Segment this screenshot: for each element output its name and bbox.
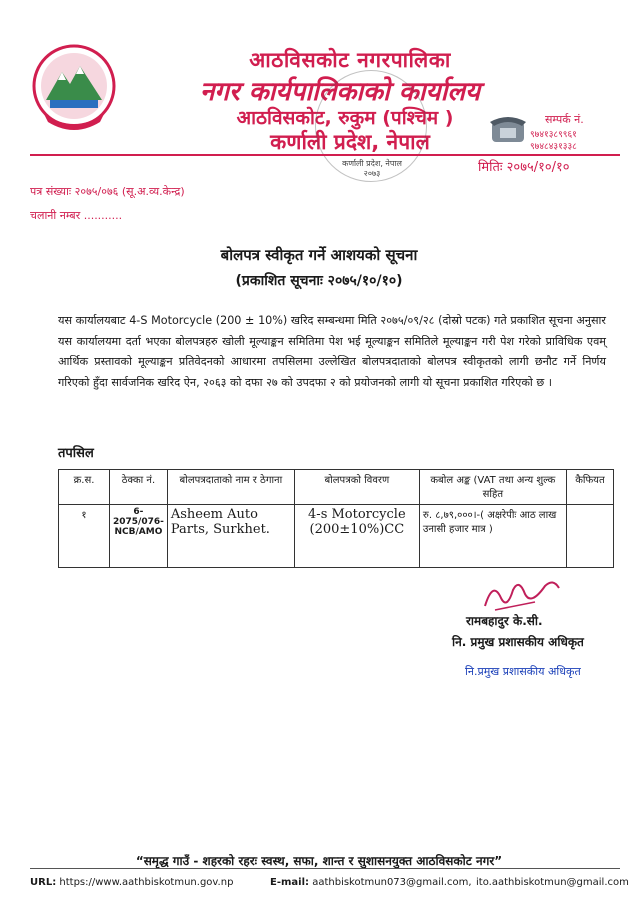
signatory-name: रामबहादुर के.सी. bbox=[466, 614, 543, 628]
municipality-name: आठविसकोट नगरपालिका bbox=[249, 48, 451, 72]
signatory-designation: नि. प्रमुख प्रशासकीय अधिकृत bbox=[452, 635, 584, 649]
phone-number-1: ९७४१३८९९६१ bbox=[530, 130, 577, 140]
footer-url bbox=[30, 877, 233, 888]
municipality-logo bbox=[30, 42, 118, 134]
letter-date: मितिः २०७५/१०/१० bbox=[478, 160, 570, 175]
email-label: E-mail: bbox=[270, 877, 310, 888]
details-label: तपसिल bbox=[58, 446, 94, 461]
email-link-2[interactable]: ito.aathbiskotmun@gmail.com bbox=[476, 877, 629, 888]
cell-contract-number: 6-2075/076-NCB/AMO bbox=[110, 505, 168, 568]
office-address: आठविसकोट, रुकुम (पश्चिम ) bbox=[236, 107, 454, 129]
office-name: नगर कार्यपालिकाको कार्यालय bbox=[199, 77, 481, 107]
footer-divider bbox=[30, 868, 620, 869]
notice-body: यस कार्यालयबाट 4-S Motorcycle (200 ± 10%) खरिद सम्बन्धमा मिति २०७५/०९/२८ (दोस्रो पटक) गते प्रकाशित सूचना अनुसार यस कार्यालयमा दर्ता भएका बोलपत्रहरु खोली मूल्याङ्कन समितिमा पेश भई मूल्याङ्कन समितिले मूल्याङ्कन गरी पेश गरेको प्राविधिक एवम् आर्थिक प्रस्तावको मूल्याङ्कन प्रतिवेदनको आधारमा तपसिलमा उल्लेखित बोलपत्रदाताको बोलपत्र स्वीकृतको लागी छनौट गर्ने निर्णय गरिएको हुँदा सार्वजनिक खरिद ऐन, २०६३ को दफा २७ को उपदफा २ को प्रयोजनको लागी यो सूचना प्रकाशित गरिएको छ । bbox=[58, 314, 606, 389]
handwritten-signature bbox=[475, 576, 565, 614]
header-divider bbox=[30, 154, 620, 156]
cell-description: 4-s Motorcycle (200±10%)CC bbox=[294, 505, 419, 568]
cell-bidder: Asheem Auto Parts, Surkhet. bbox=[167, 505, 294, 568]
header-serial: क्र.स. bbox=[59, 470, 110, 505]
cell-amount: रु. ८,७९,०००।-( अक्षरेपीः आठ लाख उनासी हजार मात्र ) bbox=[419, 505, 566, 568]
email-link-1[interactable]: aathbiskotmun073@gmail.com, bbox=[312, 877, 472, 888]
header-description: बोलपत्रको विवरण bbox=[294, 470, 419, 505]
website-link[interactable]: https://www.aathbiskotmun.gov.np bbox=[59, 877, 234, 888]
letter-reference-number: पत्र संख्याः २०७५/०७६ (सू.अ.व्य.केन्द्र) bbox=[30, 185, 185, 198]
municipality-motto: “समृद्ध गाउँ - शहरको रहरः स्वस्थ, सफा, शान्त र सुशासनयुक्त आठविसकोट नगर” bbox=[135, 854, 503, 868]
province-country: कर्णाली प्रदेश, नेपाल bbox=[270, 130, 430, 154]
dispatch-number: चलानी नम्बर ........... bbox=[30, 209, 123, 222]
header-amount: कबोल अङ्क (VAT तथा अन्य शुल्क सहित bbox=[419, 470, 566, 505]
designation-stamp: नि.प्रमुख प्रशासकीय अधिकृत bbox=[465, 665, 581, 678]
header-bidder: बोलपत्रदाताको नाम र ठेगाना bbox=[167, 470, 294, 505]
bid-details-table bbox=[58, 469, 614, 568]
contact-label: सम्पर्क नं. bbox=[545, 113, 584, 126]
cell-remarks bbox=[566, 505, 613, 568]
phone-number-2: ९७४८४३१३३८ bbox=[530, 142, 577, 152]
header-contract-number: ठेक्का नं. bbox=[110, 470, 168, 505]
table-row bbox=[59, 505, 614, 568]
stamp-text-year: २०७३ bbox=[363, 169, 381, 178]
cell-serial: १ bbox=[59, 505, 110, 568]
table-header-row bbox=[59, 470, 614, 505]
header-remarks: कैफियत bbox=[566, 470, 613, 505]
url-label: URL: bbox=[30, 877, 57, 888]
footer-email bbox=[270, 877, 472, 888]
notice-title: बोलपत्र स्वीकृत गर्ने आशयको सूचना bbox=[220, 246, 418, 264]
stamp-text-province: कर्णाली प्रदेश, नेपाल bbox=[342, 159, 402, 168]
notice-subtitle: (प्रकाशित सूचनाः २०७५/१०/१०) bbox=[235, 273, 403, 289]
telephone-icon bbox=[488, 112, 528, 144]
